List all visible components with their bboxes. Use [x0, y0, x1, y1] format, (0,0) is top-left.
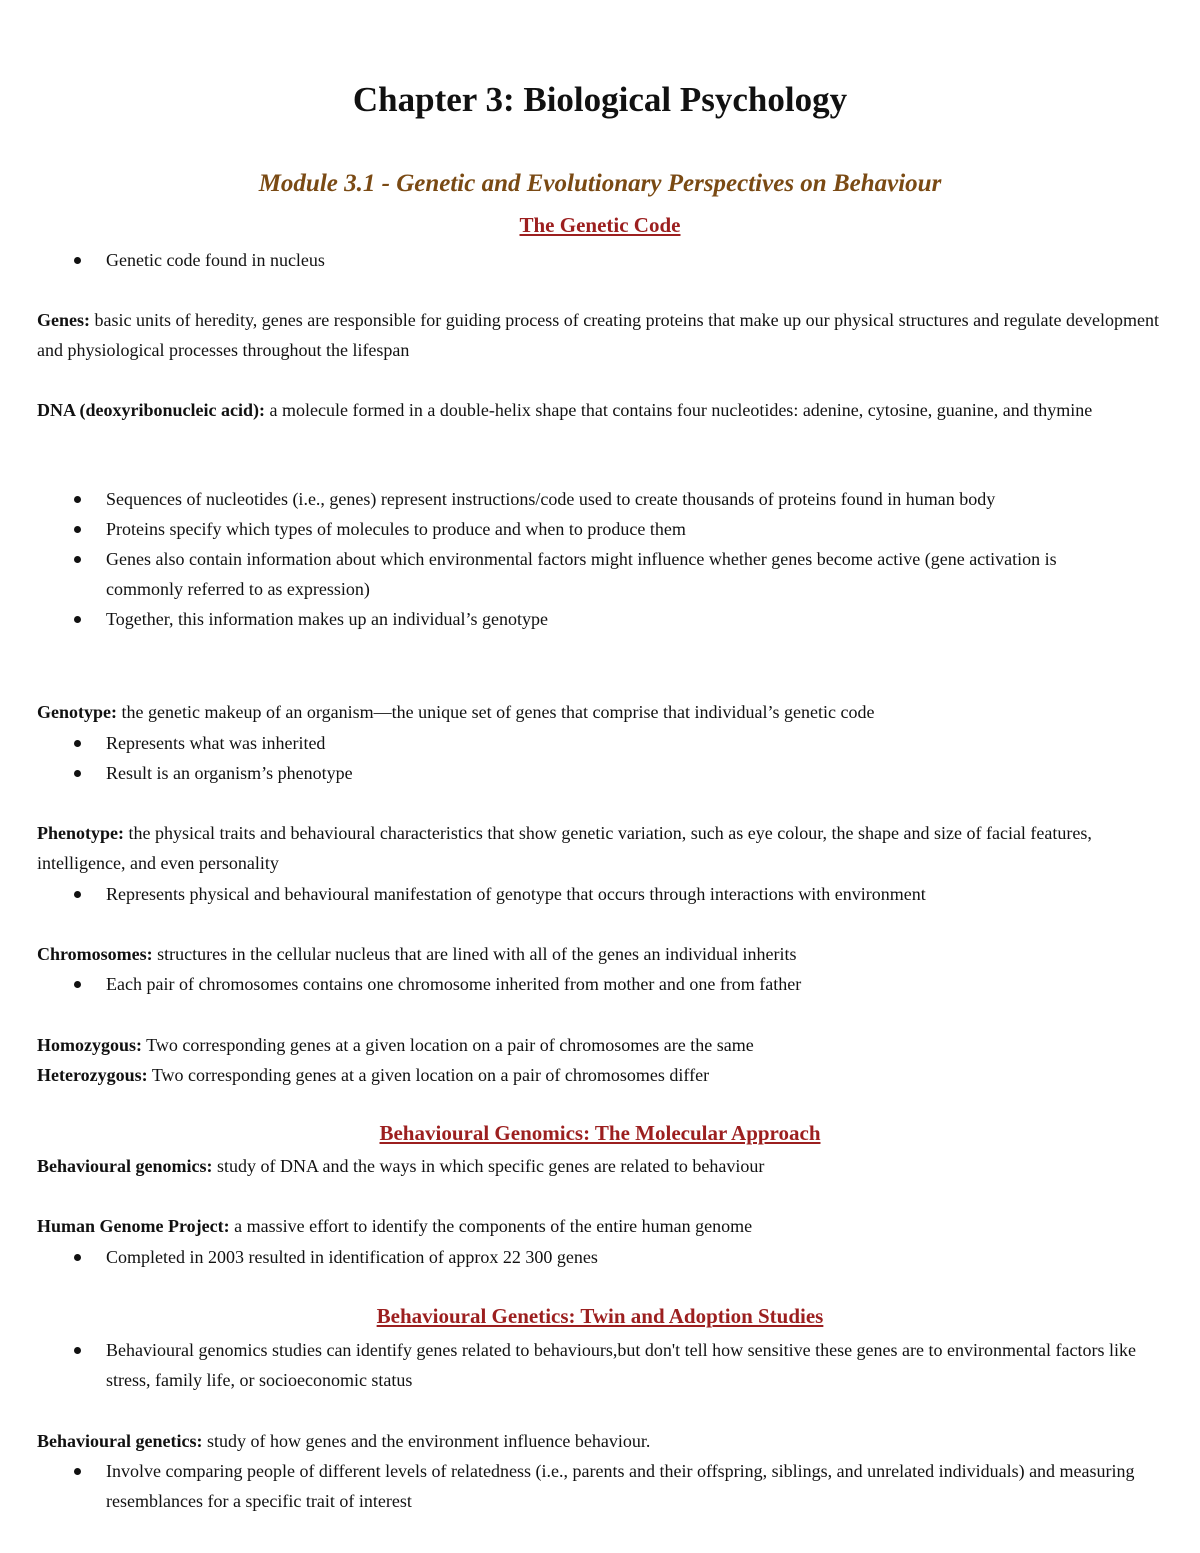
- term-label: Genes:: [37, 310, 90, 330]
- definition-text: the physical traits and behavioural characteristics that show genetic variation, such as eye colour, the shape and size of facial features, intelligence, and even personality: [37, 823, 1092, 873]
- definition-text: basic units of heredity, genes are responsible for guiding process of creating proteins that make up our physical structures and regulate development and physiological processes throughout the lifespan: [37, 310, 1160, 360]
- definition-behavioural-genomics: [37, 1151, 1167, 1181]
- list-item: Genetic code found in nucleus: [37, 245, 1137, 275]
- term-label: Heterozygous:: [37, 1065, 148, 1085]
- bullet-list-human-genome-project: [37, 1242, 1137, 1272]
- definition-text: Two corresponding genes at a given location on a pair of chromosomes are the same: [142, 1035, 754, 1055]
- definition-human-genome-project: [37, 1211, 1167, 1241]
- definition-text: study of DNA and the ways in which specific genes are related to behaviour: [212, 1156, 765, 1176]
- definition-chromosomes: [37, 939, 1167, 969]
- bullet-list-genetic-code: [37, 245, 1137, 275]
- definition-genotype: [37, 697, 1167, 727]
- definition-text: the genetic makeup of an organism—the unique set of genes that comprise that individual’s genetic code: [117, 702, 875, 722]
- module-title: Module 3.1 - Genetic and Evolutionary Perspectives on Behaviour: [258, 170, 942, 197]
- bullet-list-behavioural-genetics-intro: [37, 1335, 1137, 1395]
- bullet-list-genotype: [37, 728, 1137, 788]
- term-label: Phenotype:: [37, 823, 124, 843]
- term-label: Homozygous:: [37, 1035, 142, 1055]
- definition-text: structures in the cellular nucleus that are lined with all of the genes an individual inherits: [152, 944, 797, 964]
- term-label: Chromosomes:: [37, 944, 153, 964]
- list-item: Behavioural genomics studies can identify genes related to behaviours,but don't tell how sensitive these genes are to environmental factors like stress, family life, or socioeconomic status: [37, 1335, 1137, 1395]
- term-label: Human Genome Project:: [37, 1216, 230, 1236]
- list-item: Each pair of chromosomes contains one chromosome inherited from mother and one from father: [37, 969, 1137, 999]
- definition-text: a molecule formed in a double-helix shape that contains four nucleotides: adenine, cytosine, guanine, and thymine: [264, 400, 1093, 420]
- list-item: Sequences of nucleotides (i.e., genes) represent instructions/code used to create thousands of proteins found in human body: [37, 484, 1137, 514]
- definition-behavioural-genetics: [37, 1426, 1167, 1456]
- list-item: Represents what was inherited: [37, 728, 1137, 758]
- list-item: Proteins specify which types of molecules to produce and when to produce them: [37, 514, 1137, 544]
- list-item: Together, this information makes up an individual’s genotype: [37, 604, 1137, 634]
- heading-behavioural-genomics: Behavioural Genomics: The Molecular Approach: [379, 1121, 821, 1145]
- bullet-list-phenotype: [37, 879, 1137, 909]
- bullet-list-dna: [37, 484, 1137, 634]
- definition-dna: [37, 395, 1167, 425]
- definition-homozygous: [37, 1030, 1167, 1060]
- list-item: Genes also contain information about which environmental factors might influence whether genes become active (gene activation is commonly referred to as expression): [37, 544, 1137, 604]
- list-item: Completed in 2003 resulted in identification of approx 22 300 genes: [37, 1242, 1137, 1272]
- bullet-list-behavioural-genetics: [37, 1456, 1137, 1516]
- heading-genetic-code: The Genetic Code: [519, 213, 681, 237]
- definition-text: study of how genes and the environment influence behaviour.: [202, 1431, 651, 1451]
- definition-genes: [37, 305, 1167, 365]
- heading-behavioural-genetics: Behavioural Genetics: Twin and Adoption Studies: [376, 1304, 824, 1328]
- term-label: Behavioural genetics:: [37, 1431, 203, 1451]
- chapter-title: Chapter 3: Biological Psychology: [352, 80, 848, 119]
- term-label: DNA (deoxyribonucleic acid):: [37, 400, 265, 420]
- list-item: Involve comparing people of different levels of relatedness (i.e., parents and their offspring, siblings, and unrelated individuals) and measuring resemblances for a specific trait of interest: [37, 1456, 1137, 1516]
- term-label: Behavioural genomics:: [37, 1156, 213, 1176]
- definition-heterozygous: [37, 1060, 1167, 1090]
- list-item: Result is an organism’s phenotype: [37, 758, 1137, 788]
- definition-phenotype: [37, 818, 1167, 878]
- definition-text: a massive effort to identify the components of the entire human genome: [229, 1216, 753, 1236]
- list-item: Represents physical and behavioural manifestation of genotype that occurs through interactions with environment: [37, 879, 1137, 909]
- bullet-list-chromosomes: [37, 969, 1137, 999]
- definition-text: Two corresponding genes at a given location on a pair of chromosomes differ: [147, 1065, 710, 1085]
- term-label: Genotype:: [37, 702, 117, 722]
